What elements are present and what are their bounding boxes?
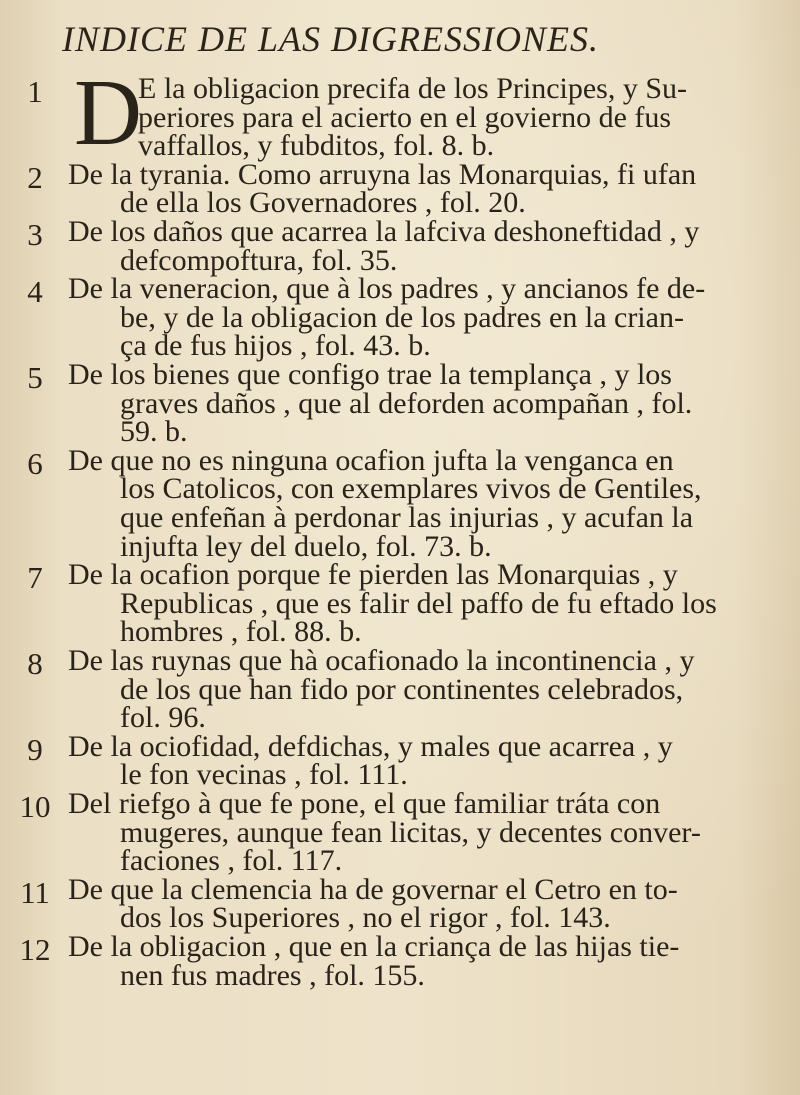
entry-line: De los daños que acarrea la lafciva deshoneftidad , y xyxy=(68,215,700,248)
entry-line: hombres , fol. 88. b. xyxy=(120,615,362,649)
entry-line: 59. b. xyxy=(120,415,188,449)
entry-number: 2 xyxy=(27,159,43,195)
entry-line: De la ociofidad, defdichas, y males que acarrea , y xyxy=(68,729,673,763)
entry-line: de los que han fido por continentes celebrados, xyxy=(120,672,684,706)
entry-number: 3 xyxy=(27,217,43,252)
entry-line: ça de fus hijos , fol. 43. b. xyxy=(120,329,431,363)
entry-number: 10 xyxy=(19,789,51,824)
entry-number: 12 xyxy=(19,932,51,967)
entry-line: fol. 96. xyxy=(120,701,206,735)
entry-line: be, y de la obligacion de los padres en la crian- xyxy=(120,300,684,334)
entry-number: 1 xyxy=(27,74,43,109)
entry-line: que enfeñan à perdonar las injurias , y acufan la xyxy=(120,501,694,534)
entry-line: graves daños , que al deforden acompañan , fol. xyxy=(120,386,693,420)
entry-line: vaffallos, y fubditos, fol. 8. b. xyxy=(138,129,495,163)
entry-line: le fon vecinas , fol. 111. xyxy=(120,758,408,792)
entry-line: faciones , fol. 117. xyxy=(120,844,343,878)
entry-line: periores para el acierto en el govierno de fus xyxy=(138,100,672,134)
entry-line: de ella los Governadores , fol. 20. xyxy=(120,186,526,220)
entry-number: 4 xyxy=(27,274,43,310)
entry-line: Del riefgo à que fe pone, el que familiar tráta con xyxy=(68,787,661,820)
entry-number: 8 xyxy=(27,646,43,681)
entry-line: De la ocafion porque fe pierden las Monarquias , y xyxy=(68,558,678,592)
entry-line: De que la clemencia ha de governar el Cetro en to- xyxy=(68,872,678,906)
entry-line: injufta ley del duelo, fol. 73. b. xyxy=(120,529,492,563)
entry-number: 6 xyxy=(27,445,43,481)
entry-line: nen fus madres , fol. 155. xyxy=(120,958,425,992)
entry-line: Republicas , que es falir del paffo de fu eftado los xyxy=(120,586,717,620)
entry-line: los Catolicos, con exemplares vivos de Gentiles, xyxy=(120,472,702,506)
entry-line: dos los Superiores , no el rigor , fol. 143. xyxy=(120,901,611,935)
entry-line: De las ruynas que hà ocafionado la incontinencia , y xyxy=(68,644,695,677)
entry-line: De los bienes que configo trae la templança , y los xyxy=(68,358,672,391)
entry-number: 7 xyxy=(27,560,43,596)
entry-number: 11 xyxy=(20,874,50,910)
page-heading: INDICE DE LAS DIGRESSIONES. xyxy=(62,19,599,59)
entry-line: De que no es ninguna ocafion jufta la venganca en xyxy=(68,443,674,477)
entry-line: E la obligacion precifa de los Principes, y Su- xyxy=(138,72,688,105)
entry-line: mugeres, aunque fean licitas, y decentes conver- xyxy=(120,815,701,849)
entry-line: De la tyrania. Como arruyna las Monarquias, fi ufan xyxy=(68,157,697,191)
entry-number: 9 xyxy=(27,731,43,767)
entry-line: De la veneracion, que à los padres , y ancianos fe de- xyxy=(68,272,706,306)
entry-line: defcompoftura, fol. 35. xyxy=(120,243,398,277)
drop-cap: D xyxy=(74,61,142,165)
entry-line: De la obligacion , que en la criança de las hijas tie- xyxy=(68,930,680,963)
entry-number: 5 xyxy=(27,360,43,395)
